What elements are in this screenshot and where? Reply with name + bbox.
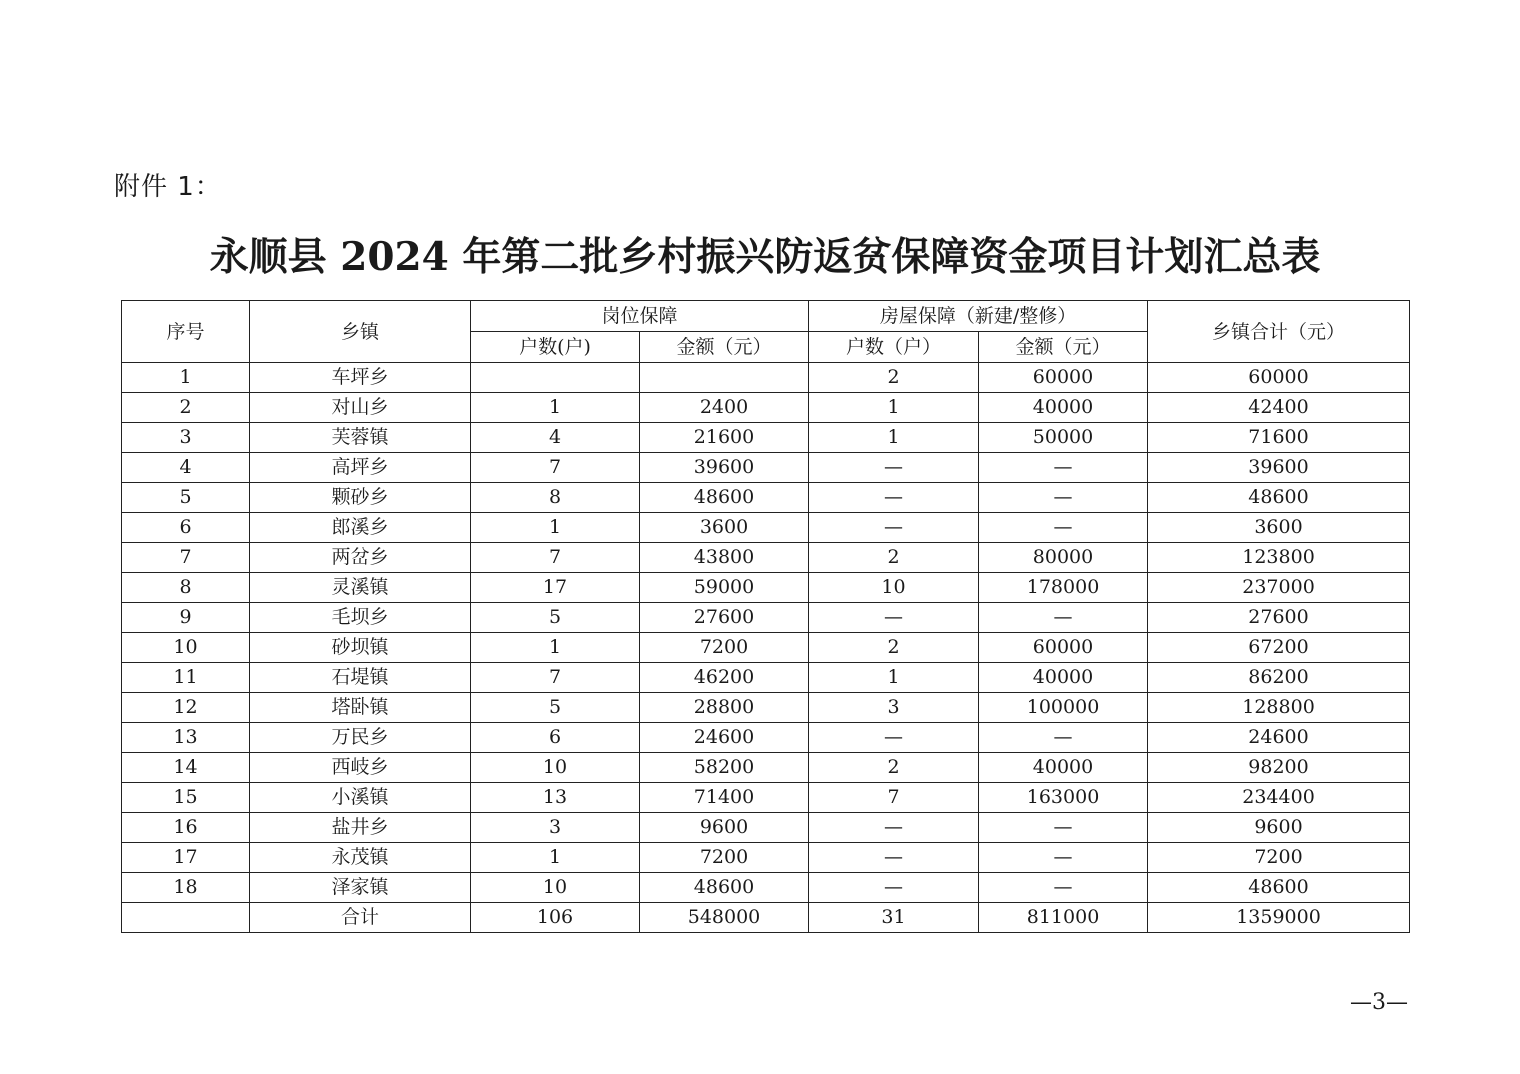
cell-seq: 18 bbox=[122, 873, 250, 903]
table-body bbox=[122, 363, 1410, 933]
document-title: 永顺县 2024 年第二批乡村振兴防返贫保障资金项目计划汇总表 bbox=[209, 234, 1321, 280]
table-row bbox=[122, 393, 1410, 423]
cell-total: 98200 bbox=[1148, 753, 1410, 783]
cell-housing-amount: 40000 bbox=[979, 393, 1148, 423]
cell-total: 39600 bbox=[1148, 453, 1410, 483]
header-job-group: 岗位保障 bbox=[471, 301, 809, 332]
table-row bbox=[122, 633, 1410, 663]
cell-housing-amount: 40000 bbox=[979, 663, 1148, 693]
cell-job-households: 7 bbox=[471, 543, 640, 573]
cell-job-households: 4 bbox=[471, 423, 640, 453]
cell-seq: 12 bbox=[122, 693, 250, 723]
cell-job-amount: 7200 bbox=[640, 633, 809, 663]
cell-job-households: 1 bbox=[471, 393, 640, 423]
header-job-households: 户数(户) bbox=[471, 332, 640, 363]
cell-job-amount: 3600 bbox=[640, 513, 809, 543]
table-row bbox=[122, 513, 1410, 543]
cell-housing-amount: 60000 bbox=[979, 633, 1148, 663]
cell-seq bbox=[122, 903, 250, 933]
cell-job-households: 7 bbox=[471, 453, 640, 483]
cell-housing-households: 1 bbox=[809, 663, 979, 693]
cell-housing-households: 10 bbox=[809, 573, 979, 603]
cell-job-amount: 9600 bbox=[640, 813, 809, 843]
cell-housing-households: — bbox=[809, 483, 979, 513]
cell-total: 128800 bbox=[1148, 693, 1410, 723]
cell-total: 60000 bbox=[1148, 363, 1410, 393]
table-row bbox=[122, 663, 1410, 693]
cell-job-amount: 27600 bbox=[640, 603, 809, 633]
cell-seq: 13 bbox=[122, 723, 250, 753]
cell-total: 24600 bbox=[1148, 723, 1410, 753]
cell-township: 石堤镇 bbox=[250, 663, 471, 693]
cell-job-households: 13 bbox=[471, 783, 640, 813]
cell-job-households: 106 bbox=[471, 903, 640, 933]
cell-job-amount: 71400 bbox=[640, 783, 809, 813]
page-number: —3— bbox=[1350, 990, 1408, 1015]
cell-total: 123800 bbox=[1148, 543, 1410, 573]
table-row bbox=[122, 873, 1410, 903]
cell-job-households: 7 bbox=[471, 663, 640, 693]
table-row bbox=[122, 693, 1410, 723]
cell-seq: 8 bbox=[122, 573, 250, 603]
header-housing-group: 房屋保障（新建/整修） bbox=[809, 301, 1148, 332]
cell-seq: 10 bbox=[122, 633, 250, 663]
cell-job-households: 10 bbox=[471, 873, 640, 903]
table-row bbox=[122, 483, 1410, 513]
cell-housing-amount: — bbox=[979, 723, 1148, 753]
cell-township: 万民乡 bbox=[250, 723, 471, 753]
table-header bbox=[122, 301, 1410, 363]
cell-township: 颗砂乡 bbox=[250, 483, 471, 513]
table-row bbox=[122, 753, 1410, 783]
table-row bbox=[122, 573, 1410, 603]
table-row bbox=[122, 423, 1410, 453]
cell-job-households: 5 bbox=[471, 693, 640, 723]
cell-township: 盐井乡 bbox=[250, 813, 471, 843]
cell-job-households: 5 bbox=[471, 603, 640, 633]
cell-seq: 2 bbox=[122, 393, 250, 423]
cell-job-households bbox=[471, 363, 640, 393]
cell-township: 西岐乡 bbox=[250, 753, 471, 783]
cell-housing-households: — bbox=[809, 603, 979, 633]
cell-township: 郎溪乡 bbox=[250, 513, 471, 543]
cell-township: 小溪镇 bbox=[250, 783, 471, 813]
cell-housing-amount: — bbox=[979, 813, 1148, 843]
header-total: 乡镇合计（元） bbox=[1148, 301, 1410, 363]
cell-total: 237000 bbox=[1148, 573, 1410, 603]
cell-housing-households: 7 bbox=[809, 783, 979, 813]
cell-housing-amount: 50000 bbox=[979, 423, 1148, 453]
cell-housing-amount: — bbox=[979, 453, 1148, 483]
summary-table bbox=[121, 300, 1410, 933]
cell-housing-households: 3 bbox=[809, 693, 979, 723]
cell-job-amount: 21600 bbox=[640, 423, 809, 453]
table-row bbox=[122, 813, 1410, 843]
cell-housing-households: 2 bbox=[809, 543, 979, 573]
cell-job-households: 6 bbox=[471, 723, 640, 753]
cell-housing-amount: — bbox=[979, 513, 1148, 543]
header-township: 乡镇 bbox=[250, 301, 471, 363]
cell-housing-amount: 100000 bbox=[979, 693, 1148, 723]
total-row bbox=[122, 903, 1410, 933]
cell-total: 7200 bbox=[1148, 843, 1410, 873]
cell-total: 67200 bbox=[1148, 633, 1410, 663]
cell-township: 两岔乡 bbox=[250, 543, 471, 573]
cell-township: 砂坝镇 bbox=[250, 633, 471, 663]
cell-total: 48600 bbox=[1148, 483, 1410, 513]
header-housing-amount: 金额（元） bbox=[979, 332, 1148, 363]
cell-township: 芙蓉镇 bbox=[250, 423, 471, 453]
cell-total: 42400 bbox=[1148, 393, 1410, 423]
header-seq: 序号 bbox=[122, 301, 250, 363]
cell-housing-amount: 163000 bbox=[979, 783, 1148, 813]
table-row bbox=[122, 843, 1410, 873]
cell-housing-households: 2 bbox=[809, 753, 979, 783]
cell-total: 71600 bbox=[1148, 423, 1410, 453]
cell-seq: 15 bbox=[122, 783, 250, 813]
cell-seq: 1 bbox=[122, 363, 250, 393]
cell-job-households: 1 bbox=[471, 633, 640, 663]
cell-housing-households: — bbox=[809, 513, 979, 543]
cell-job-amount: 39600 bbox=[640, 453, 809, 483]
cell-seq: 6 bbox=[122, 513, 250, 543]
cell-township: 合计 bbox=[250, 903, 471, 933]
cell-job-households: 1 bbox=[471, 513, 640, 543]
cell-job-households: 3 bbox=[471, 813, 640, 843]
cell-job-amount: 48600 bbox=[640, 873, 809, 903]
cell-job-amount: 28800 bbox=[640, 693, 809, 723]
cell-job-amount: 43800 bbox=[640, 543, 809, 573]
cell-total: 48600 bbox=[1148, 873, 1410, 903]
cell-seq: 11 bbox=[122, 663, 250, 693]
cell-housing-amount: — bbox=[979, 603, 1148, 633]
cell-housing-households: — bbox=[809, 723, 979, 753]
cell-job-households: 8 bbox=[471, 483, 640, 513]
cell-township: 灵溪镇 bbox=[250, 573, 471, 603]
header-housing-households: 户数（户） bbox=[809, 332, 979, 363]
cell-job-households: 17 bbox=[471, 573, 640, 603]
cell-seq: 16 bbox=[122, 813, 250, 843]
cell-job-amount: 548000 bbox=[640, 903, 809, 933]
cell-total: 1359000 bbox=[1148, 903, 1410, 933]
cell-housing-amount: 178000 bbox=[979, 573, 1148, 603]
cell-total: 3600 bbox=[1148, 513, 1410, 543]
cell-job-amount: 46200 bbox=[640, 663, 809, 693]
table-row bbox=[122, 723, 1410, 753]
cell-seq: 17 bbox=[122, 843, 250, 873]
cell-total: 234400 bbox=[1148, 783, 1410, 813]
cell-housing-amount: 60000 bbox=[979, 363, 1148, 393]
table-row bbox=[122, 363, 1410, 393]
cell-housing-amount: — bbox=[979, 843, 1148, 873]
cell-housing-households: 2 bbox=[809, 363, 979, 393]
cell-job-households: 1 bbox=[471, 843, 640, 873]
cell-housing-households: — bbox=[809, 873, 979, 903]
cell-job-amount: 48600 bbox=[640, 483, 809, 513]
cell-seq: 7 bbox=[122, 543, 250, 573]
cell-housing-households: 1 bbox=[809, 423, 979, 453]
cell-housing-amount: — bbox=[979, 483, 1148, 513]
cell-housing-households: 2 bbox=[809, 633, 979, 663]
cell-township: 塔卧镇 bbox=[250, 693, 471, 723]
cell-job-amount: 59000 bbox=[640, 573, 809, 603]
cell-housing-households: — bbox=[809, 843, 979, 873]
table-row bbox=[122, 783, 1410, 813]
cell-seq: 14 bbox=[122, 753, 250, 783]
cell-seq: 9 bbox=[122, 603, 250, 633]
cell-job-amount bbox=[640, 363, 809, 393]
cell-total: 27600 bbox=[1148, 603, 1410, 633]
cell-housing-households: — bbox=[809, 813, 979, 843]
cell-housing-households: 1 bbox=[809, 393, 979, 423]
cell-township: 对山乡 bbox=[250, 393, 471, 423]
attachment-label: 附件 1： bbox=[114, 172, 222, 202]
cell-township: 永茂镇 bbox=[250, 843, 471, 873]
cell-township: 高坪乡 bbox=[250, 453, 471, 483]
cell-job-households: 10 bbox=[471, 753, 640, 783]
cell-job-amount: 2400 bbox=[640, 393, 809, 423]
cell-housing-amount: 40000 bbox=[979, 753, 1148, 783]
cell-job-amount: 58200 bbox=[640, 753, 809, 783]
header-job-amount: 金额（元） bbox=[640, 332, 809, 363]
cell-housing-households: — bbox=[809, 453, 979, 483]
cell-township: 泽家镇 bbox=[250, 873, 471, 903]
table-row bbox=[122, 603, 1410, 633]
cell-housing-amount: 80000 bbox=[979, 543, 1148, 573]
cell-housing-amount: 811000 bbox=[979, 903, 1148, 933]
cell-total: 9600 bbox=[1148, 813, 1410, 843]
cell-seq: 3 bbox=[122, 423, 250, 453]
cell-job-amount: 24600 bbox=[640, 723, 809, 753]
cell-seq: 5 bbox=[122, 483, 250, 513]
cell-township: 车坪乡 bbox=[250, 363, 471, 393]
cell-seq: 4 bbox=[122, 453, 250, 483]
cell-housing-households: 31 bbox=[809, 903, 979, 933]
table-row bbox=[122, 543, 1410, 573]
cell-township: 毛坝乡 bbox=[250, 603, 471, 633]
cell-housing-amount: — bbox=[979, 873, 1148, 903]
table-row bbox=[122, 453, 1410, 483]
cell-total: 86200 bbox=[1148, 663, 1410, 693]
cell-job-amount: 7200 bbox=[640, 843, 809, 873]
